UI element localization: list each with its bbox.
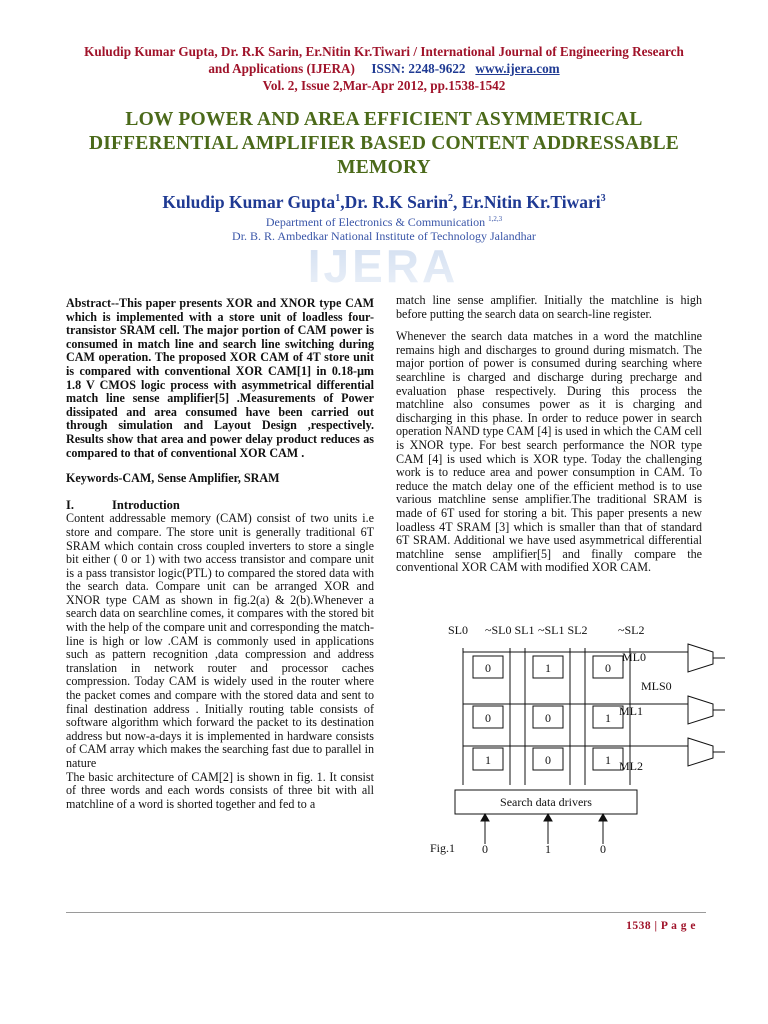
cam-cell-bit: 0 [485,661,491,675]
abstract [66,297,374,460]
figure-caption: Fig.1 [430,841,456,855]
searchline-label: ~SL2 [618,623,645,637]
header-issn: ISSN: 2248-9622 [371,61,466,76]
author-2-sup: 2 [447,193,453,205]
left-column [66,297,374,811]
right-paragraph-1: match line sense amplifier. Initially the matchline is high before putting the search data on search-line register. [396,293,702,321]
sense-amp-label: MLS0 [641,679,672,693]
abstract-lead: Abstract- [66,296,116,310]
paper-title [50,108,718,180]
intro-paragraph-1: Content addressable memory (CAM) consist of two units i.e store and compare. The store unit is generally traditional 6T SRAM which contain cross coupled inverters to store a single bit either ( 0 or 1) with two access transistor and compare unit is a pass transistor logic(PTL) to compared the stored data with the search data. Compare unit can be arranged XOR and XNOR type CAM as shown in fig.2(a) & 2(b).Whenever a search data on searchline comes, it compares with the stored bit with the help of the compare unit and corresponding the match-line is high or low .CAM is commonly used in applications such as pattern recognition ,data compression and address translation in network router and processor caches compression. Today CAM is widely used in the router where the packet comes and compare with the stored data and sent to final destination address . Initially routing table consists of software algorithm which forward the packet to its destination address but now-a-days it is implemented in hardware consists of CAM array which makes the searching fast due to parallel in nature [66,511,374,770]
title-line-1: LOW POWER AND AREA EFFICIENT ASYMMETRICAL [125,109,643,130]
input-arrows [481,814,607,844]
intro-paragraph-2: The basic architecture of CAM[2] is shown in fig. 1. It consist of three words and each words consists of three bit with all matchline of a word is shorted together and fed to a [66,769,374,811]
input-bit: 0 [600,842,606,856]
cam-word-2 [473,748,623,770]
author-list [60,192,708,213]
searchline-label: SL0 [448,623,469,637]
searchline-label: ~SL0 SL1 [485,623,535,637]
affiliation-dept: Department of Electronics & Communication [265,215,489,229]
affiliation-institute: Dr. B. R. Ambedkar National Institute of Technology Jalandhar [232,229,536,243]
header-journal: and Applications (IJERA) [208,61,355,76]
cam-cell-bit: 1 [485,753,491,767]
right-paragraph-2: Whenever the search data matches in a word the matchline remains high and discharges to ground during mismatch. The major portion of power is consumed during searching where searchline is charged and discharge during precharge and evaluation phase respectively. During this process the matchline also consumes power as it is charging and discharging in this phase. In order to reduce power in search operation NAND type CAM [4] is used in which the CAM cell is XNOR type. For best search performance the NOR type CAM [4] is used which is XOR type. Today the challenging work is to reduce area and power consumption in CAM. To reduce the match delay one of the efficient method is to use various matchline sense amplifier.The traditional SRAM is made of 6T used for storing a bit. This paper presents a new loadless 4T SRAM [3] which is smaller than that of standard 6T SRAM. Additional we have used asymmetrical differential matchline sense amplifier[5] and finally compare the conventional XOR CAM with modified XOR CAM. [396,329,702,575]
header-url-link[interactable]: www.ijera.com [475,61,560,76]
sense-amplifiers [688,644,725,766]
author-1: Kuludip Kumar Gupta [162,192,336,212]
cam-word-1 [473,706,623,728]
ijera-watermark-logo [293,240,473,290]
header-line-1: Kuludip Kumar Gupta, Dr. R.K Sarin, Er.Nitin Kr.Tiwari / International Journal of Engineering Research [84,44,684,59]
affiliation-sup: 1,2,3 [488,215,503,223]
cam-cell-bit: 1 [545,661,551,675]
matchline-label: ML2 [619,759,643,773]
footer-divider [66,912,706,913]
section-heading-introduction [66,499,374,513]
cam-cell-bit: 0 [545,711,551,725]
author-2: ,Dr. R.K Sarin [340,192,448,212]
cam-cell-bit: 0 [545,753,551,767]
section-title: Introduction [112,497,180,512]
keywords: Keywords-CAM, Sense Amplifier, SRAM [66,471,280,486]
cam-word-0 [473,656,623,678]
abstract-text: -This paper presents XOR and XNOR type CAM which is implemented with a store unit of loadless four-transistor SRAM cell. The major portion of CAM power is consumed in match line and search line switching during CAM operation. The proposed XOR CAM of 4T store unit is compared with conventional XOR CAM[1] in 0.18-μm 1.8 V CMOS logic process with asymmetrical differential match line sense amplifier[5] .Measurements of Power dissipated and area consumed have been carried out through simulation and Layout Design ,respectively. Results show that area and power delay product reduces as compared to that of conventional XOR CAM . [66,296,374,460]
watermark-text: IJERA [307,240,459,290]
title-line-2: DIFFERENTIAL AMPLIFIER BASED CONTENT ADDRESSABLE [88,133,680,154]
input-bit: 1 [545,842,551,856]
cam-cell-bit: 1 [605,711,611,725]
searchline-label: ~SL1 SL2 [538,623,588,637]
cam-cell-bit: 0 [485,711,491,725]
section-number: I. [66,497,74,512]
header-line-2 [40,60,728,77]
matchline-label: ML0 [622,650,646,664]
author-3-sup: 3 [600,193,606,205]
journal-header [40,43,728,94]
matchline-label: ML1 [619,704,643,718]
search-data-drivers-label: Search data drivers [500,795,592,809]
header-line-3: Vol. 2, Issue 2,Mar-Apr 2012, pp.1538-1542 [262,78,506,93]
author-1-sup: 1 [335,193,341,205]
input-bit: 0 [482,842,488,856]
title-line-3: MEMORY [337,157,431,178]
figure-1-diagram [425,620,725,860]
author-3: , Er.Nitin Kr.Tiwari [452,192,601,212]
page-number: 1538 | P a g e [626,920,696,932]
right-column [396,294,702,575]
cam-cell-bit: 1 [605,753,611,767]
cam-cell-bit: 0 [605,661,611,675]
figure-1-cam-architecture [425,620,725,860]
affiliation [60,212,708,243]
